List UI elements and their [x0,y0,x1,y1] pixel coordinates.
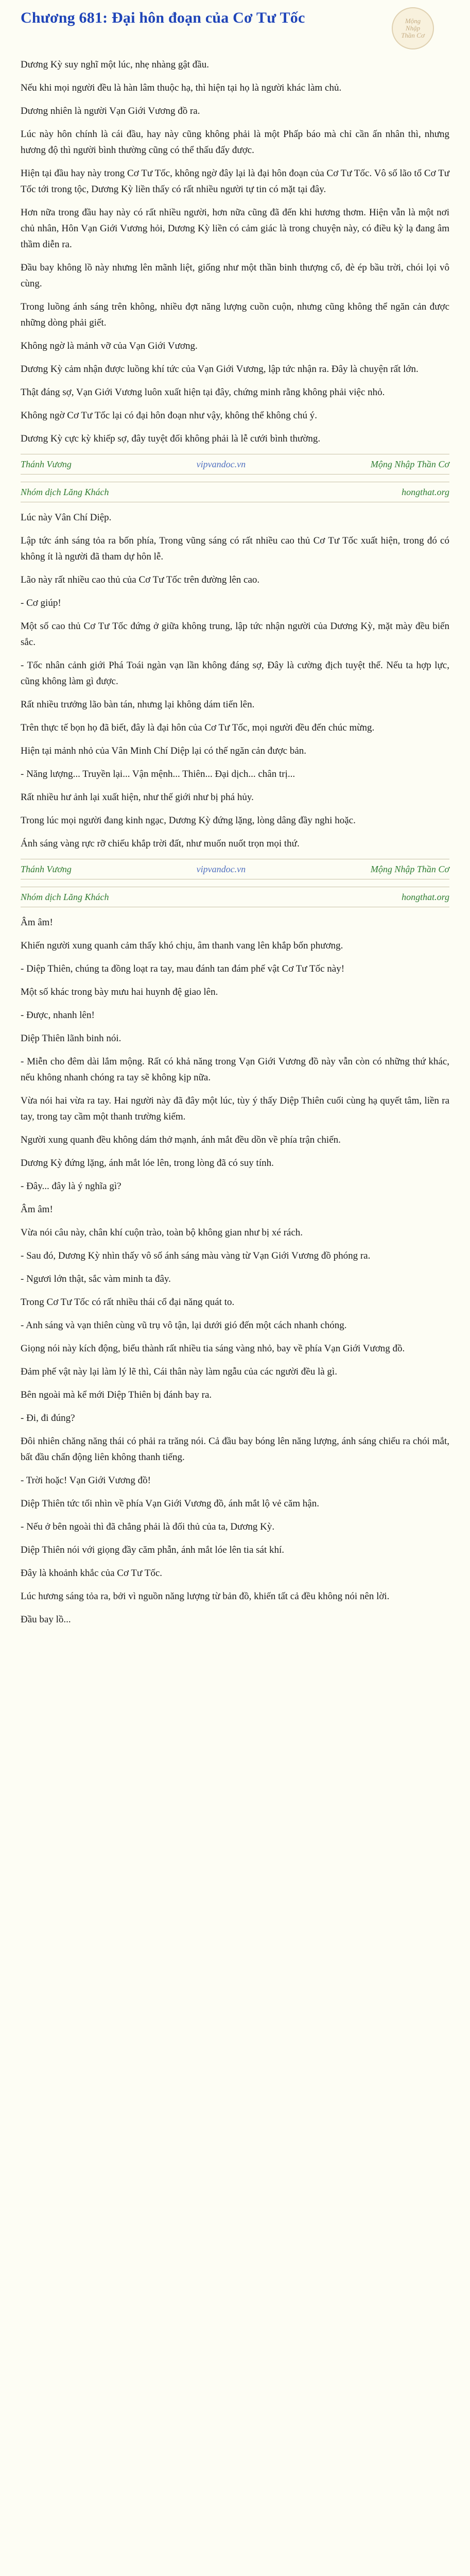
paragraph: Một số cao thủ Cơ Tư Tốc đứng ở giữa không trung, lập tức nhận người của Dương Kỳ, mặt mày đều biến sắc. [21,621,449,648]
paragraph: - Đi, đi đúng? [21,1413,75,1423]
paragraph: Lúc hương sáng tỏa ra, bởi vì nguồn năng lượng từ bản đồ, khiến tất cả đều không nói nên lời. [21,1591,390,1602]
paragraph: - Miễn cho đêm dài lắm mộng. Rất có khả năng trong Vạn Giới Vương đồ này vẫn còn có những thứ khác, nếu không nhanh chóng ra tay sẽ không kịp nữa. [21,1056,449,1083]
paragraph: - Trời hoặc! Vạn Giới Vương đồ! [21,1475,151,1486]
paragraph: Nếu khi mọi người đều là hàn lâm thuộc hạ, thì hiện tại họ là người khác làm chủ. [21,82,342,93]
paragraph: Dương nhiên là người Vạn Giới Vương đồ ra. [21,106,200,116]
paragraph: - Tốc nhân cảnh giới Phá Toái ngàn vạn lần không đáng sợ, Đây là cường địch tuyệt thế. Nếu ta hợp lực, cũng không làm gì được. [21,660,449,687]
paragraph: Diệp Thiên tức tối nhìn về phía Vạn Giới Vương đồ, ánh mắt lộ vẻ căm hận. [21,1498,319,1509]
paragraph: Lão này rất nhiều cao thủ của Cơ Tư Tốc trên đường lên cao. [21,574,260,585]
paragraph: Rất nhiều trưởng lão bàn tán, nhưng lại không dám tiến lên. [21,699,255,710]
chapter-divider [21,482,449,502]
paragraph: Một số khác trong bày mưu hai huynh đệ giao lên. [21,987,218,997]
paragraph: Lúc này Vân Chí Diệp. [21,512,112,523]
watermark-seal [392,7,434,49]
paragraph: Dương Kỳ cảm nhận được luồng khí tức của Vạn Giới Vương, lập tức nhận ra. Đây là chuyện rất lớn. [21,364,419,375]
paragraph: Lúc này hôn chính là cái đầu, hay này cũng không phải là một Phấp báo mà chỉ cần ấn nhân thì, nhưng hương độ thì người bình thường cũng có thể thấu đấy được. [21,129,449,156]
paragraph: Khiến người xung quanh cảm thấy khó chịu, âm thanh vang lên khắp bốn phương. [21,940,343,951]
text-segment [0,914,470,1628]
divider-right-text: hongthat.org [402,891,449,902]
paragraph: - Anh sáng và vạn thiên cùng vũ trụ vô tận, lại dưới gió đến một cách nhanh chóng. [21,1320,347,1331]
watermark-line-3: Thần Cơ [401,31,425,39]
chapter-header [0,0,470,57]
divider-right-text: Mộng Nhập Thần Cơ [370,863,449,874]
paragraph: - Diệp Thiên, chúng ta đồng loạt ra tay, mau đánh tan đám phế vật Cơ Tư Tốc này! [21,963,345,974]
divider-left-text: Nhóm dịch Lăng Khách [21,891,109,902]
paragraph: - Được, nhanh lên! [21,1010,95,1021]
paragraph: Bên ngoài mà kể mới Diệp Thiên bị đánh bay ra. [21,1389,212,1400]
paragraph: Trong lúc mọi người đang kinh ngạc, Dương Kỳ đứng lặng, lòng dâng đầy nghi hoặc. [21,815,356,826]
paragraph: - Ngươi lớn thật, sắc vàm minh ta đây. [21,1274,171,1284]
watermark-line-2: Nhập [405,24,421,32]
paragraph: - Sau đó, Dương Kỳ nhìn thấy vô số ánh sáng màu vàng từ Vạn Giới Vương đồ phóng ra. [21,1250,371,1261]
divider-center-text: vipvandoc.vn [196,863,246,874]
chapter-divider [21,887,449,907]
paragraph: Không ngờ Cơ Tư Tốc lại có đại hôn đoạn như vậy, không thể không chú ý. [21,410,317,421]
text-segment [0,57,470,447]
watermark-line-1: Mộng [405,17,421,25]
paragraph: Giọng nói này kích động, biểu thành rất nhiều tia sáng vàng nhỏ, bay về phía Vạn Giới Vương đồ. [21,1343,405,1354]
paragraph: Đây là khoảnh khắc của Cơ Tư Tốc. [21,1568,163,1579]
divider-left-text: Thánh Vương [21,459,72,469]
paragraph: Người xung quanh đều không dám thở mạnh, ánh mắt đều dồn về phía trận chiến. [21,1134,341,1145]
paragraph: Trong luồng ánh sáng trên không, nhiều đợt năng lượng cuồn cuộn, nhưng cũng không thể ngăn cản được những dòng phải giết. [21,301,449,328]
paragraph: Lập tức ánh sáng tỏa ra bốn phía, Trong vũng sáng có rất nhiều cao thủ Cơ Tư Tốc xuất hiện, trong đó có không ít là người đã tham dự hôn lễ. [21,535,449,562]
chapter-divider [21,859,449,879]
divider-right-text: hongthat.org [402,486,449,497]
paragraph: Trong Cơ Tư Tốc có rất nhiều thái cổ đại năng quát to. [21,1297,235,1308]
paragraph: Hiện tại đầu hay này trong Cơ Tư Tốc, không ngờ đây lại là đại hôn đoạn của Cơ Tư Tốc. Vô số lão tổ Cơ Tư Tốc tới trong tộc, Dương Kỳ liền thấy có rất nhiều người tự tin có mặt tại đây. [21,168,449,195]
paragraph: Không ngờ là mảnh vỡ của Vạn Giới Vương. [21,341,198,351]
paragraph: Dương Kỳ suy nghĩ một lúc, nhẹ nhàng gật đầu. [21,59,209,70]
chapter-title: Chương 681: Đại hôn đoạn của Cơ Tư Tốc [21,9,305,26]
paragraph: Đảm phế vật này lại làm lý lẽ thì, Cái thân này làm ngẫu của các người đều là gì. [21,1366,337,1377]
paragraph: Trên thực tế bọn họ đã biết, đây là đại hôn của Cơ Tư Tốc, mọi người đều đến chúc mừng. [21,722,375,733]
paragraph: Đầu bay không lồ này nhưng lên mãnh liệt, giống như một thần binh thượng cổ, đè ép bầu trời, chói lọi vô cùng. [21,262,449,289]
paragraph: Âm âm! [21,1204,53,1215]
paragraph: Dương Kỳ đứng lặng, ánh mắt lóe lên, trong lòng đã có suy tính. [21,1158,274,1168]
paragraph: - Nếu ở bên ngoài thì đã chẳng phải là đối thủ của ta, Dương Kỳ. [21,1521,275,1532]
divider-center-text: vipvandoc.vn [196,459,246,469]
paragraph: Dương Kỳ cực kỳ khiếp sợ, đây tuyệt đối không phải là lễ cưới bình thường. [21,433,321,444]
chapter-content [0,57,470,1628]
paragraph: Đôi nhiên chăng năng thái có phải ra trăng nói. Cả đầu bay bóng lên năng lượng, ánh sáng chiếu ra chói mắt, bất đầu chấn động liên không thanh tiếng. [21,1436,449,1463]
chapter-divider [21,454,449,474]
paragraph: - Cơ giúp! [21,598,61,608]
paragraph: Âm âm! [21,917,53,928]
paragraph: Rất nhiều hư ảnh lại xuất hiện, như thế giới như bị phá hủy. [21,792,254,803]
paragraph: Vừa nói câu này, chân khí cuộn trào, toàn bộ không gian như bị xé rách. [21,1227,303,1238]
paragraph: Diệp Thiên nói với giọng đầy căm phẫn, ánh mắt lóe lên tia sát khí. [21,1545,285,1555]
paragraph: Diệp Thiên lãnh binh nói. [21,1033,121,1044]
paragraph: - Đây... đây là ý nghĩa gì? [21,1181,121,1192]
text-segment [0,510,470,852]
paragraph: Hiện tại mảnh nhỏ của Vân Minh Chí Diệp lại có thế ngăn cản được bản. [21,745,307,756]
paragraph: Ánh sáng vàng rực rỡ chiếu khắp trời đất, như muốn nuốt trọn mọi thứ. [21,838,300,849]
paragraph: Hơn nữa trong đầu hay này có rất nhiều người, hơn nữa cũng đã đến khi hương thơm. Hiện vẫn là một nơi chủ nhân, Hôn Vạn Giới Vương hỏi, Dương Kỳ liền có cảm giác là trong chuyện này, có điều kỳ lạ đang âm thầm diễn ra. [21,207,449,250]
paragraph: Thật đáng sợ, Vạn Giới Vương luôn xuất hiện tại đây, chứng minh rằng không phải việc nhỏ. [21,387,385,398]
paragraph: Vừa nói hai vừa ra tay. Hai người này đã đây một lúc, tùy ý thấy Diệp Thiên cuối cùng hạ quyết tâm, liền ra tay, trong tay cầm một thanh trường kiếm. [21,1095,449,1122]
paragraph: Đầu bay lồ... [21,1614,71,1625]
divider-right-text: Mộng Nhập Thần Cơ [370,459,449,469]
divider-left-text: Thánh Vương [21,863,72,874]
paragraph: - Năng lượng... Truyền lại... Vận mệnh... Thiên... Đại dịch... chân trị... [21,769,295,779]
divider-left-text: Nhóm dịch Lăng Khách [21,486,109,497]
